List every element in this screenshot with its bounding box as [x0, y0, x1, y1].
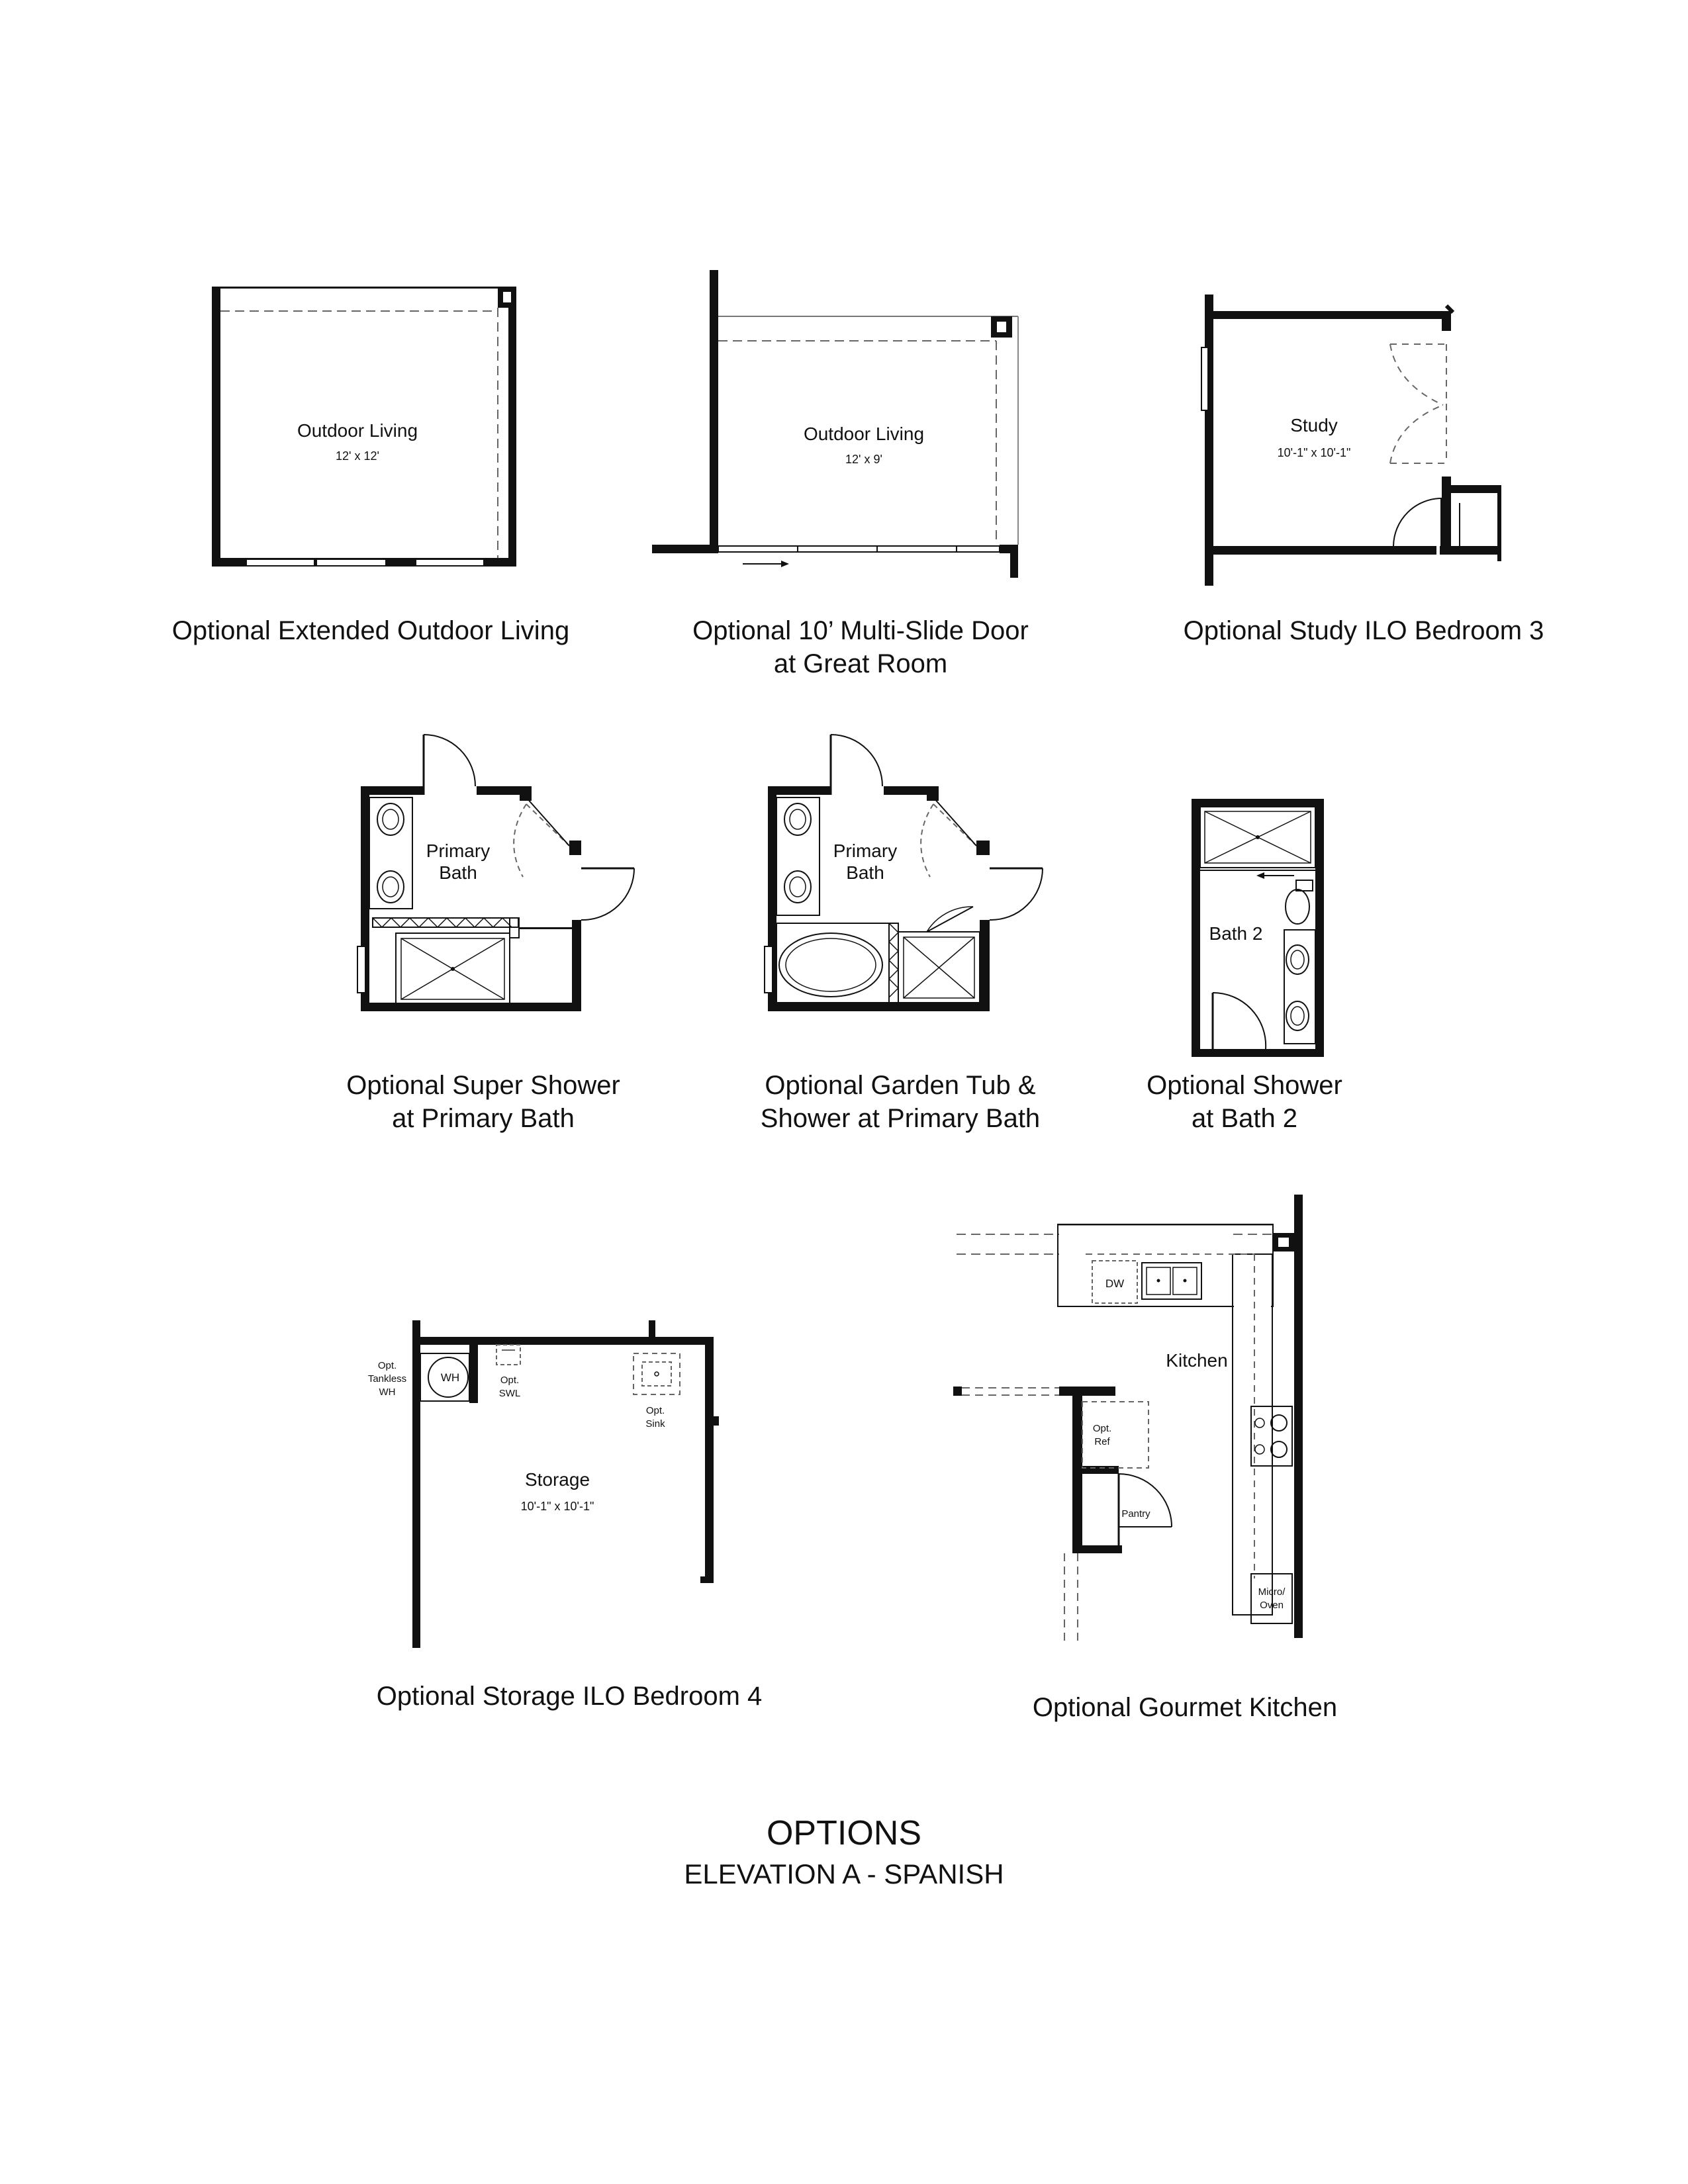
- room-size-study: 10'-1" x 10'-1": [1277, 446, 1351, 459]
- room-label-primary-bath-line1-b: Primary: [833, 841, 898, 861]
- plan-multislide-door: [652, 270, 1018, 578]
- caption-garden-tub: Optional Garden Tub & Shower at Primary Bath: [760, 1071, 1041, 1133]
- sink-note-line2: Sink: [645, 1418, 665, 1430]
- oven-note-line1: Micro/: [1258, 1586, 1286, 1598]
- oven-note-line2: Oven: [1260, 1600, 1284, 1611]
- wh-note-line2: Tankless: [367, 1373, 407, 1385]
- plan-storage: [368, 1320, 719, 1648]
- room-label-outdoor-living-2: Outdoor Living: [803, 424, 925, 444]
- room-size-storage: 10'-1" x 10'-1": [520, 1500, 594, 1513]
- room-label-outdoor-living: Outdoor Living: [297, 420, 418, 441]
- plan-garden-tub: [765, 735, 1043, 1011]
- caption-storage: Optional Storage ILO Bedroom 4: [376, 1682, 763, 1711]
- wh-note-line1: Opt.: [377, 1360, 397, 1371]
- caption-gourmet-kitchen: Optional Gourmet Kitchen: [1032, 1693, 1338, 1722]
- caption-extended-outdoor-living: Optional Extended Outdoor Living: [171, 616, 570, 645]
- caption-bath-2: Optional Shower at Bath 2: [1147, 1071, 1342, 1133]
- room-size-outdoor-living-2: 12' x 9': [845, 453, 882, 466]
- pantry-tag: Pantry: [1121, 1508, 1150, 1520]
- swl-note-line1: Opt.: [500, 1375, 520, 1386]
- ref-note-line1: Opt.: [1092, 1423, 1112, 1434]
- page-subtitle: ELEVATION A - SPANISH: [684, 1858, 1004, 1889]
- swl-note-line2: SWL: [498, 1388, 521, 1399]
- wh-tag: WH: [440, 1371, 460, 1384]
- wh-note-line3: WH: [379, 1387, 396, 1398]
- room-label-primary-bath-line2: Bath: [439, 862, 477, 883]
- room-label-kitchen: Kitchen: [1166, 1350, 1228, 1371]
- caption-multislide-door: Optional 10’ Multi-Slide Door at Great Room: [692, 616, 1029, 678]
- page-title: OPTIONS: [766, 1814, 922, 1852]
- room-label-study: Study: [1290, 415, 1338, 435]
- plan-super-shower: [357, 735, 634, 1011]
- plan-bath2: [1192, 799, 1324, 1057]
- room-label-bath-2: Bath 2: [1209, 923, 1263, 944]
- room-label-primary-bath-line1: Primary: [426, 841, 491, 861]
- plan-study: [1201, 295, 1501, 586]
- room-label-primary-bath-line2-b: Bath: [846, 862, 884, 883]
- room-label-storage: Storage: [524, 1469, 590, 1490]
- room-size-outdoor-living: 12' x 12': [336, 449, 379, 463]
- dw-tag: DW: [1105, 1277, 1125, 1290]
- plan-gourmet-kitchen: [953, 1195, 1303, 1645]
- sink-note-line1: Opt.: [645, 1405, 665, 1416]
- caption-study: Optional Study ILO Bedroom 3: [1183, 616, 1544, 645]
- plan-extended-outdoor-living: [212, 287, 516, 567]
- ref-note-line2: Ref: [1094, 1436, 1110, 1447]
- caption-super-shower: Optional Super Shower at Primary Bath: [346, 1071, 620, 1133]
